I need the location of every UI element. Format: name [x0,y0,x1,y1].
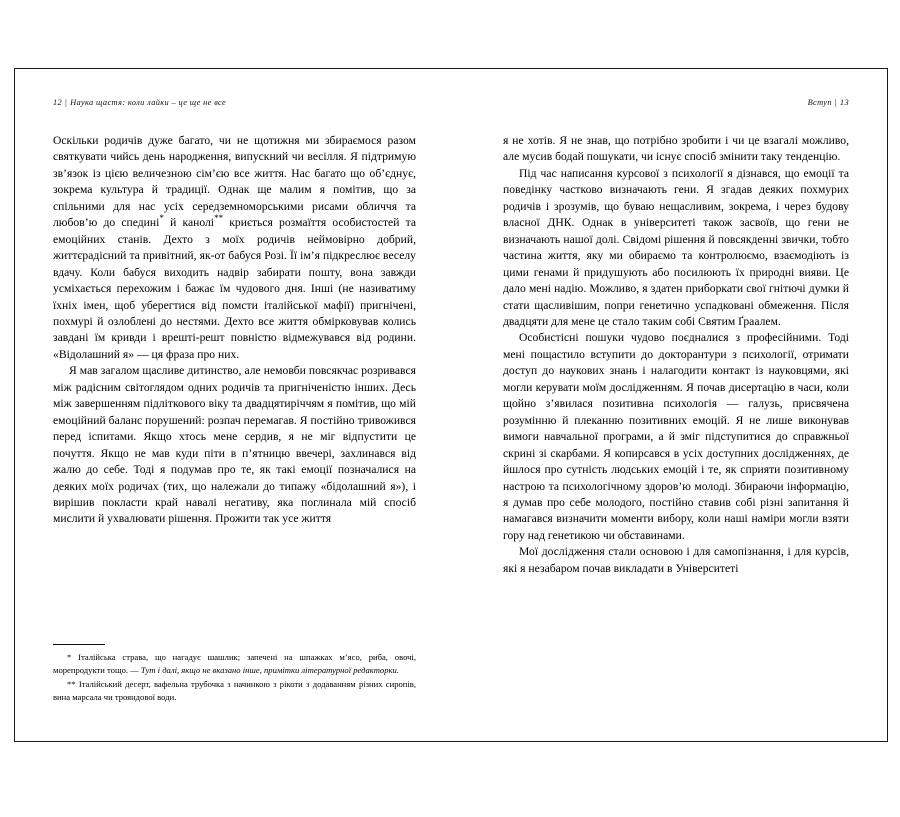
paragraph: Особистісні пошуки чудово поєдналися з професійними. Тоді мені пощастило вступити до докторантури з психології, отримати доступ до наукових знань і налагодити контакт із науковцями, які могли керувати моїм дослідженням. Я почав дисертацію в часи, коли щойно з’явилася позитивна психологія — галузь, присвячена розумінню й плеканню позитивних емоцій. Я не лише виконував вимоги навчальної програми, а й зміг підступитися до справжньої скрині зі скарбами. Я копирсався в усіх доступних дослідженнях, де йшлося про сутність людських емоцій і те, як сприяти позитивному настрою та психологічному здоров’ю молоді. Збираючи інформацію, я думав про себе молодого, постійно ставив собі різні запитання й намагався визначити моменти вибору, коли наші наміри могли взяти гору над генетикою чи обставинами. [503,331,849,542]
book-spread [14,68,888,742]
running-head-right [503,97,849,109]
footnote-rule [53,644,105,645]
pages-container [15,69,887,741]
page-right [451,69,887,741]
body-column-left [53,133,416,528]
chapter-title-right: Вступ [807,98,832,107]
paragraph: Під час написання курсової з психології я дізнався, що емоції та поведінку частково визначають гени. Я згадав деяких похмурих родичів і зрозумів, що буваю нещасливим, зокрема, і через будову власної ДНК. Однак в університеті також засвоїв, що гени не визначають нашої долі. Свідомі рішення й повсякденні звички, тобто частина життя, яку ми обираємо та контролюємо, взаємодіють із цими генами й придушують або посилюють їх природні вияви. Це дало мені надію. Можливо, я здатен приборкати свої гнітючі думки й стати щасливішим, попри генетично успадковані обмеження. Після двадцяти для мене це стало таким собі Святим Ґраалем. [503,166,849,328]
paragraph: я не хотів. Я не знав, що потрібно зробити і чи це взагалі можливо, але мусив бодай пошукати, чи існує спосіб змінити таку тенденцію. [503,134,849,164]
running-head-separator-right: | [834,98,837,107]
paragraph: Оскільки родичів дуже багато, чи не щотижня ми збираємося разом святкувати чийсь день народження, випускний чи весілля. Я підтримую зв’язок із цією величезною сім’єю все життя. Нас багато що об’єднує, зокрема культура й традиції. Однак ще малим я помітив, що за спільними для нас усіх середземноморськими рисами обличчя та любов’ю до спедині* й канолі** криється розмаїття особистостей та емоційних станів. Дехто з моїх родичів неймовірно добрий, життєрадісний та привітний, як-от бабуся Розі. Її ім’я підкреслює веселу вдачу. Коли бабуся виходить надвір забирати пошту, вона завжди усміхається перехожим і бажає їм чудового дня. Інші (не називатиму їхніх імен, щоб уберегтися від помсти італійської мафії) пригнічені, похмурі й озлоблені до нестями. Дехто все життя обмірковував колись завдані їм кривди і врешті-решт повністю відмежувався від родини. «Відолашний я» — ця фраза про них. [53,134,416,361]
footnote-editorial-note: Тут і далі, якщо не вказано інше, примітки літературної редакторки. [140,664,399,675]
paragraph: Мої дослідження стали основою і для самопізнання, і для курсів, які я незабаром почав викладати в Університеті [503,545,849,575]
footnote-marker: * [67,652,79,663]
footnote-marker[interactable]: ** [214,213,224,224]
footnote-item: * Італійська страва, що нагадує шашлик; запечені на шпажках м’ясо, риба, овочі, морепродукти тощо. — Тут і далі, якщо не вказано інше, примітки літературної редакторки. [53,652,416,675]
paragraph: Я мав загалом щасливе дитинство, але немовби повсякчас розривався між радісним світоглядом одних родичів та пригніченістю інших. Десь між завершенням підліткового віку та двадцятиріччям я помітив, що мій емоційний баланс порушений: розпач перемагав. Я постійно тривожився перед іспитами. Якщо хтось мене сердив, я не міг відпустити це почуття. Якщо не мав куди піти в п’ятницю ввечері, захлинався від жалю до себе. Тоді я подумав про те, як такі емоції позначалися на деяких моїх родичах (тих, що належали до типажу «бідолашний я»), і вирішив покласти край навалі негативу, яка поглинала мій спосіб мислити й ухвалювати рішення. Прожити так усе життя [53,364,416,526]
footnote-marker[interactable]: * [159,213,164,224]
page-left [15,69,451,741]
body-column-right [503,133,849,577]
page-number-right: 13 [839,98,849,107]
footnote-marker: ** [67,679,79,690]
running-head-left [53,97,416,109]
footnotes-left [53,644,416,705]
running-head-separator-left: | [65,98,68,107]
footnote-item: ** Італійський десерт, вафельна трубочка з начинкою з рікоти з додаванням різних сиропів, вина марсала чи трояндової води. [53,679,416,702]
page-number-left: 12 [53,98,63,107]
book-title-left: Наука щастя: коли лайки – це ще не все [70,98,227,107]
